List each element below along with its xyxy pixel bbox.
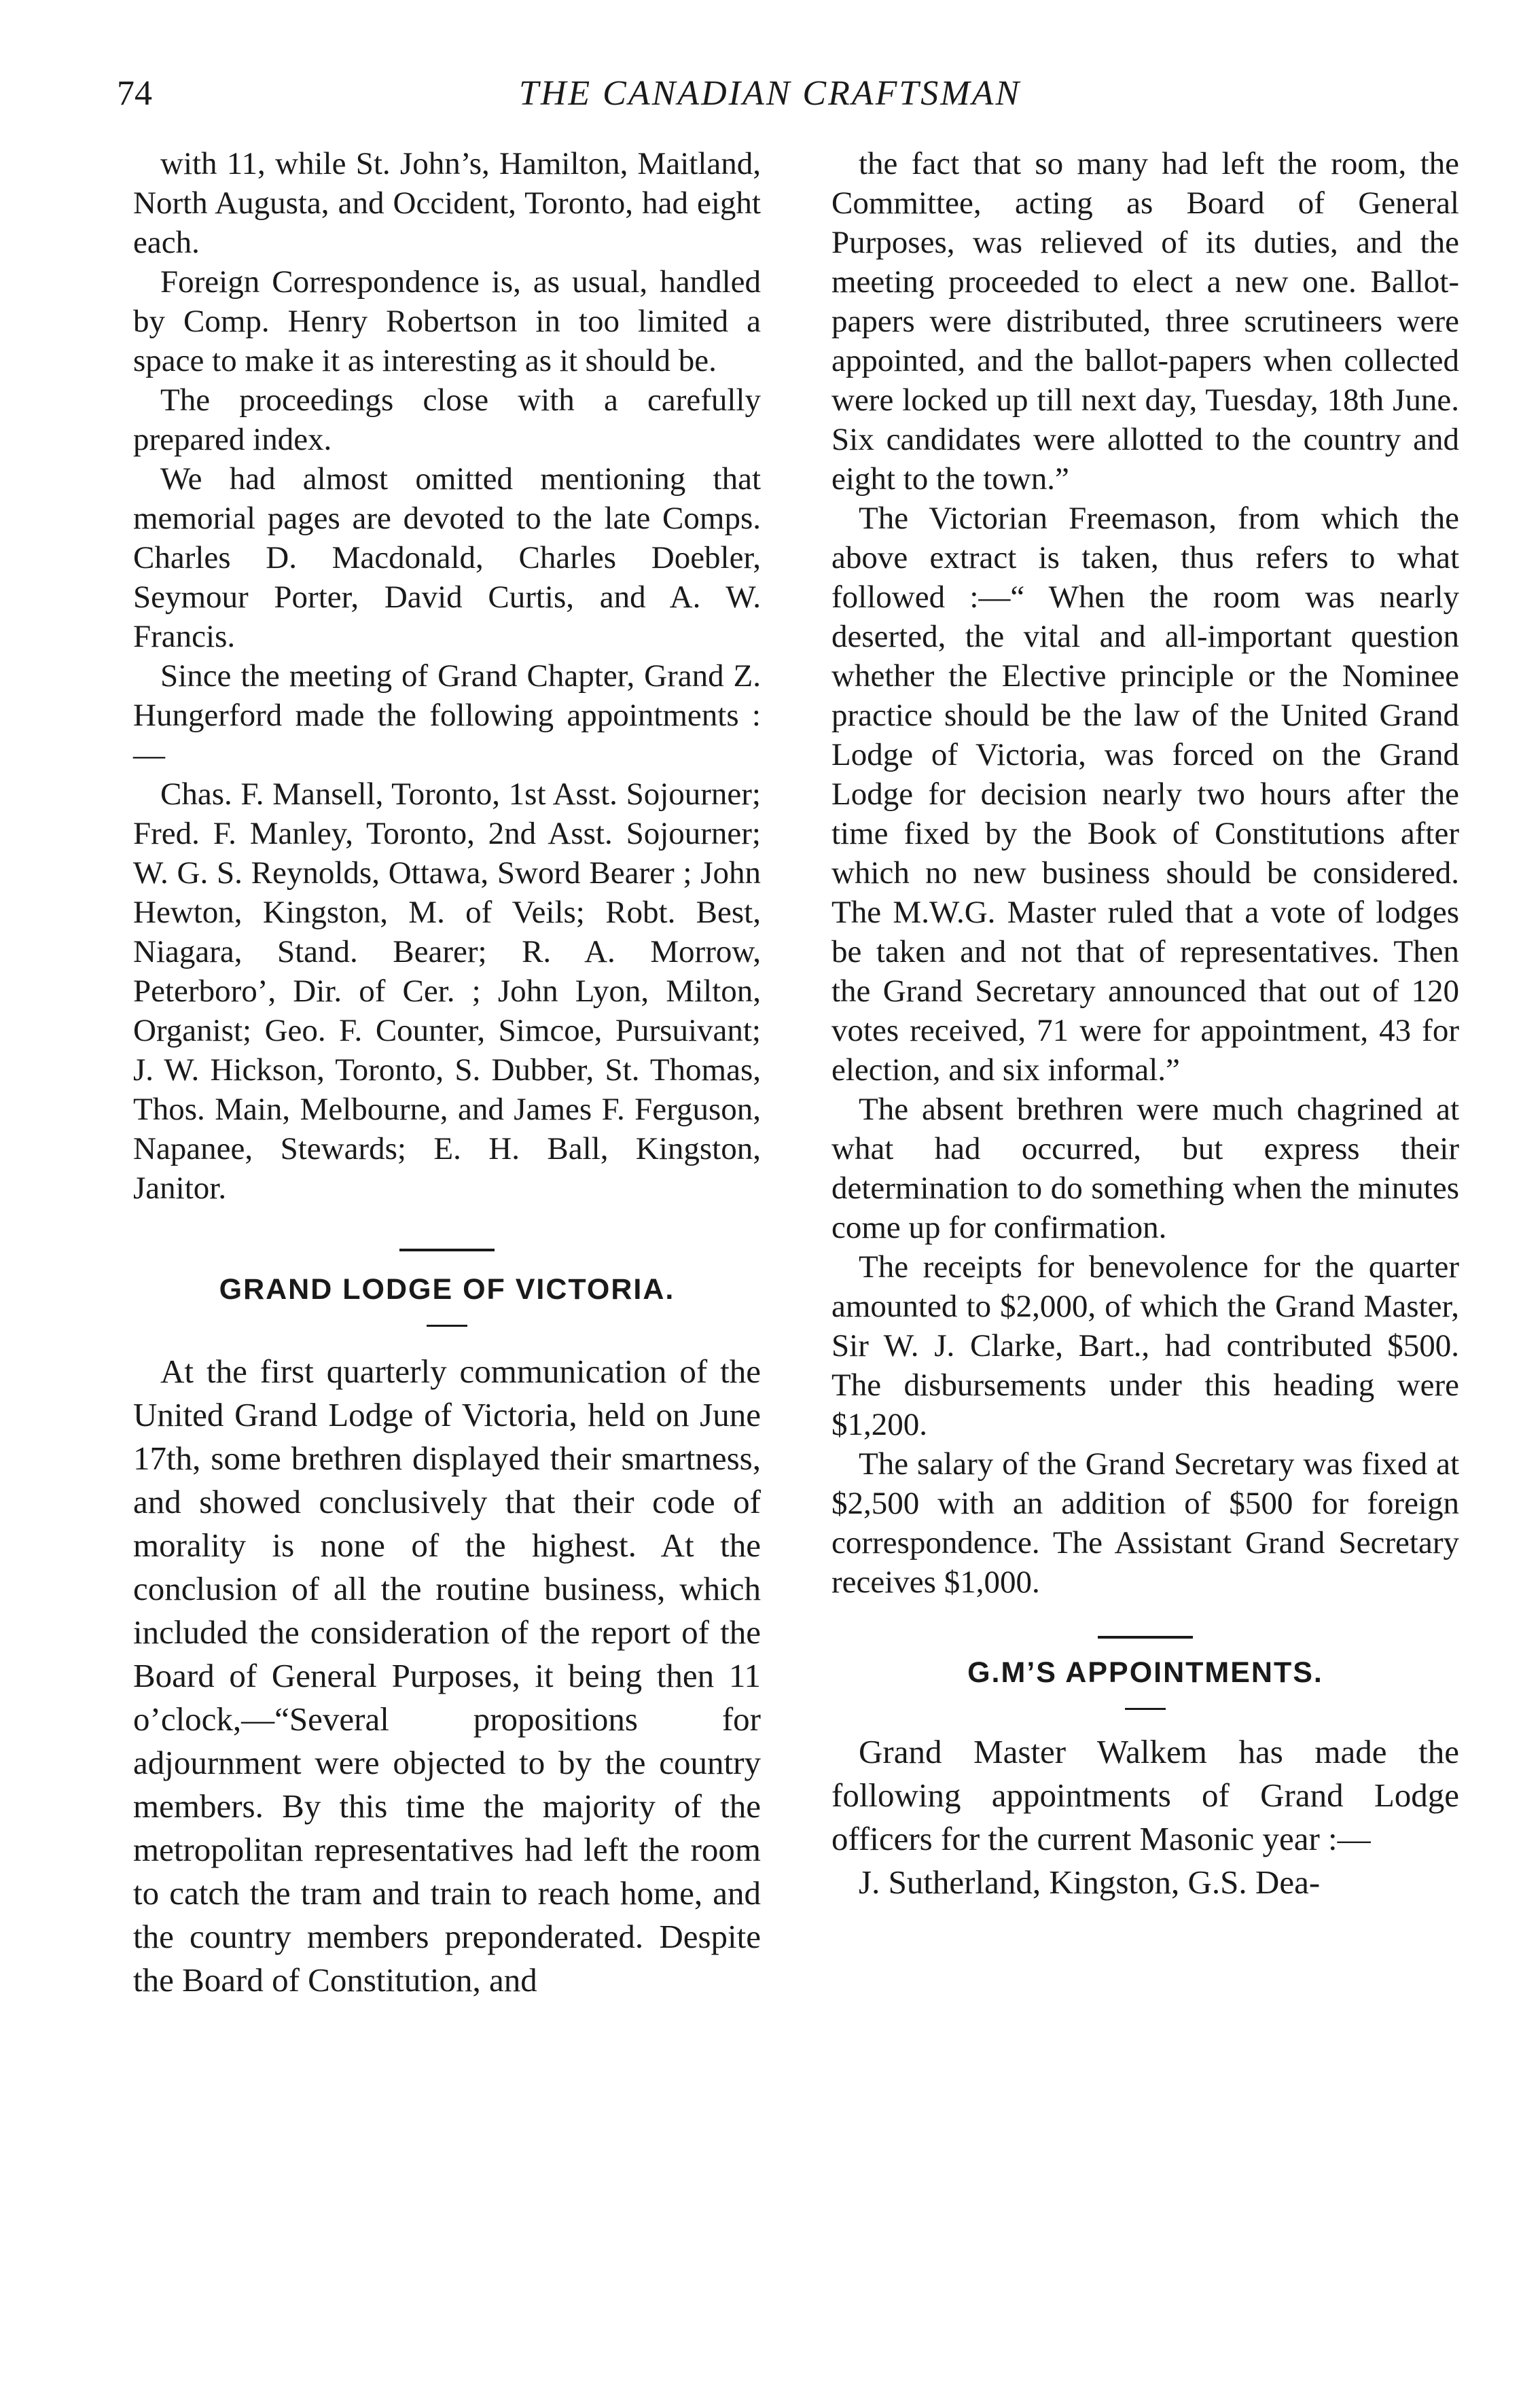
page-header <box>0 0 1540 136</box>
paragraph: with 11, while St. John’s, Hamilton, Maitland, North Augusta, and Occident, Toronto, had eight each. <box>133 146 761 260</box>
paragraph: At the first quarterly communication of the United Grand Lodge of Victoria, held on June 17th, some brethren displayed their smartness, and showed conclusively that their code of morality is none of the highest. At the conclusion of all the routine business, which included the consideration of the report of the Board of General Purposes, it being then 11 o’clock,—“Several propositions for adjournment were objected to by the country members. By this time the majority of the metropolitan representatives had left the room to catch the tram and train to reach home, and the country members preponderated. Despite the Board of Constitution, and <box>133 1353 761 1999</box>
section-heading: GRAND LODGE OF VICTORIA. <box>219 1273 675 1306</box>
paragraph: We had almost omitted mentioning that memorial pages are devoted to the late Comps. Charles D. Macdonald, Charles Doebler, Seymour Porter, David Curtis, and A. W. Francis. <box>133 461 761 654</box>
paragraph: The receipts for benevolence for the quarter amounted to $2,000, of which the Grand Master, Sir W. J. Clarke, Bart., had contributed $500. The disbursements under this heading were $1,200. <box>831 1249 1459 1442</box>
paragraph: The proceedings close with a carefully prepared index. <box>133 382 761 457</box>
section-heading: G.M’S APPOINTMENTS. <box>967 1656 1323 1689</box>
left-column <box>133 144 761 2002</box>
paragraph: The salary of the Grand Secretary was fixed at $2,500 with an addition of $500 for foreign correspondence. The Assistant Grand Secretary receives $1,000. <box>831 1446 1459 1600</box>
paragraph: Foreign Correspondence is, as usual, handled by Comp. Henry Robertson in too limited a space to make it as interesting as it should be. <box>133 264 761 378</box>
right-column <box>831 144 1459 1904</box>
paragraph: The absent brethren were much chagrined at what had occurred, but express their determination to do something when the minutes come up for confirmation. <box>831 1092 1459 1245</box>
paragraph: The Victorian Freemason, from which the above extract is taken, thus refers to what followed :—“ When the room was nearly deserted, the vital and all-important question whether the Elective principle or the Nominee practice should be the law of the United Grand Lodge of Victoria, was forced on the Grand Lodge for decision nearly two hours after the time fixed by the Book of Constitutions after which no new business should be considered. The M.W.G. Master ruled that a vote of lodges be taken and not that of representatives. Then the Grand Secretary announced that out of 120 votes received, 71 were for appointment, 43 for election, and six informal.” <box>831 501 1459 1088</box>
paragraph: Since the meeting of Grand Chapter, Grand Z. Hungerford made the following appointments :— <box>133 658 761 772</box>
paragraph: Grand Master Walkem has made the following appointments of Grand Lodge officers for the current Masonic year :— <box>831 1733 1459 1857</box>
running-title: THE CANADIAN CRAFTSMAN <box>518 74 1022 113</box>
appointments-list: Chas. F. Mansell, Toronto, 1st Asst. Sojourner; Fred. F. Manley, Toronto, 2nd Asst. Sojourner; W. G. S. Reynolds, Ottawa, Sword Bearer ; John Hewton, Kingston, M. of Veils; Robt. Best, Niagara, Stand. Bearer; R. A. Morrow, Peterboro’, Dir. of Cer. ; John Lyon, Milton, Organist; Geo. F. Counter, Simcoe, Pursuivant; J. W. Hickson, Toronto, S. Dubber, St. Thomas, Thos. Main, Melbourne, and James F. Ferguson, Napanee, Stewards; E. H. Ball, Kingston, Janitor. <box>133 776 761 1206</box>
paragraph: J. Sutherland, Kingston, G.S. Dea- <box>859 1863 1321 1901</box>
paragraph: the fact that so many had left the room, the Committee, acting as Board of General Purposes, was relieved of its duties, and the meeting proceeded to elect a new one. Ballot-papers were distributed, three scrutineers were appointed, and the ballot-papers when collected were locked up till next day, Tuesday, 18th June. Six candidates were allotted to the country and eight to the town.” <box>831 146 1459 497</box>
page-number: 74 <box>117 74 152 113</box>
